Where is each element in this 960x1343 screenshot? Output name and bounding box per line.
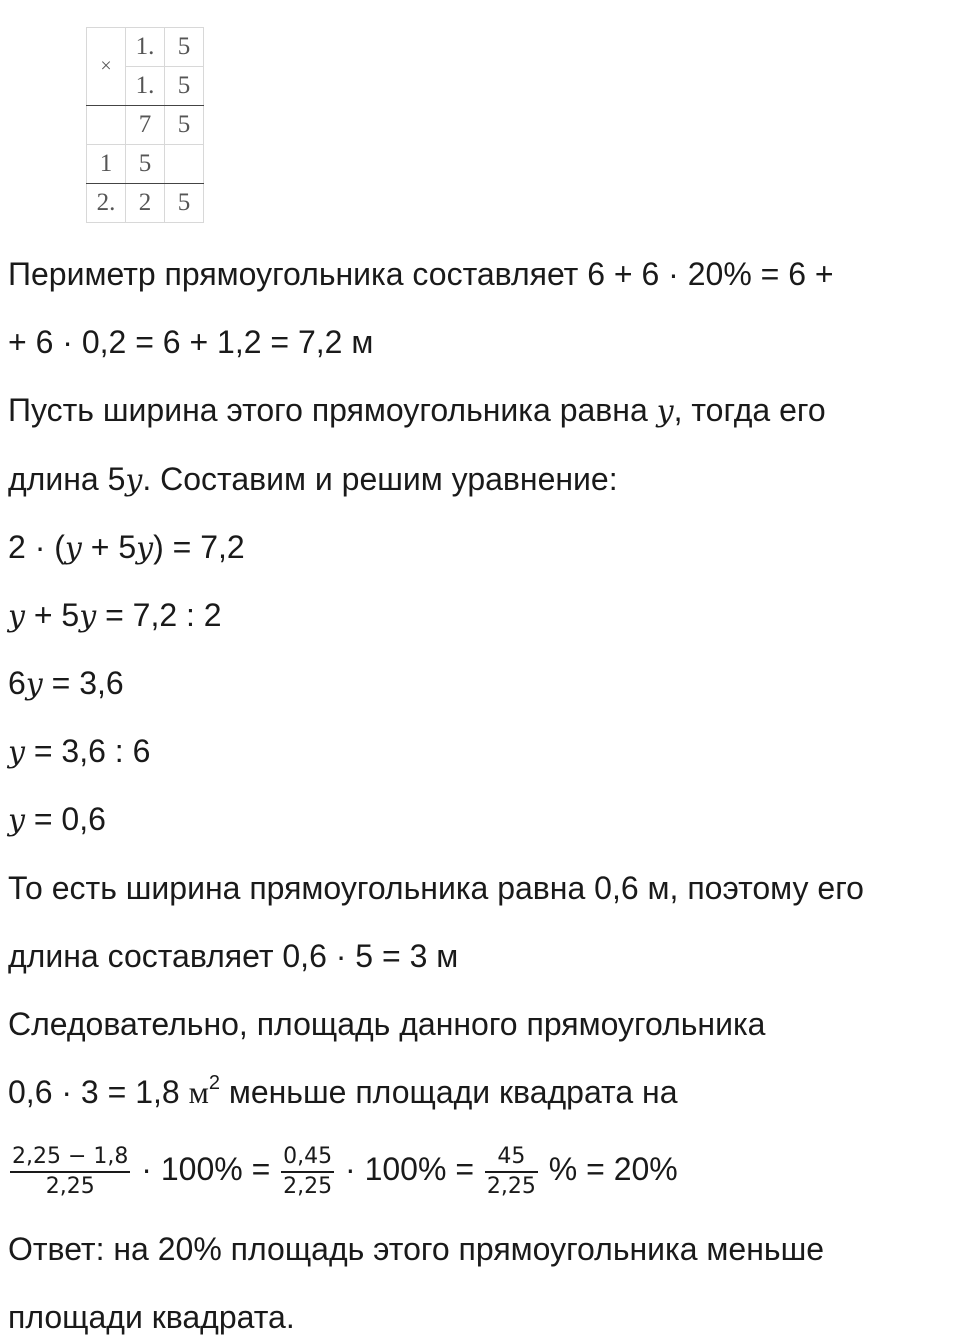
equation-2: y + 5y = 7,2 : 2 — [8, 597, 222, 634]
digit-cell — [165, 145, 204, 184]
fraction-2: $\frac{0,45}{2,25}$ — [283, 1143, 333, 1199]
fraction-1: $\frac{2,25 - 1,8}{2,25}$ — [12, 1143, 129, 1199]
var-y: y — [656, 394, 674, 429]
digit-cell — [87, 106, 126, 145]
answer-line-1: Ответ: на 20% площадь этого прямоугольника меньше — [8, 1231, 825, 1267]
multiplication-table — [86, 27, 204, 223]
perimeter-line-1: Периметр прямоугольника составляет 6 + 6 · 20% = 6 + — [8, 256, 834, 292]
equation-1: 2 · (y + 5y) = 7,2 — [8, 529, 245, 566]
length-result-line: длина составляет 0,6 · 5 = 3 м — [8, 938, 459, 974]
perimeter-line-2: + 6 · 0,2 = 6 + 1,2 = 7,2 м — [8, 324, 374, 360]
equation-3: 6y = 3,6 — [8, 665, 124, 702]
answer-line-2: площади квадрата. — [8, 1299, 295, 1335]
area-line-1: Следовательно, площадь данного прямоугольника — [8, 1006, 766, 1042]
digit-cell: 5 — [165, 184, 204, 223]
digit-cell: 5 — [165, 28, 204, 67]
digit-cell: 2. — [87, 184, 126, 223]
width-result-line: То есть ширина прямоугольника равна 0,6 м, поэтому его — [8, 870, 864, 906]
multiply-sign: × — [87, 28, 126, 106]
digit-cell: 2 — [126, 184, 165, 223]
digit-cell: 1 — [87, 145, 126, 184]
equation-4: y = 3,6 : 6 — [8, 733, 151, 770]
digit-cell: 1. — [126, 28, 165, 67]
digit-cell: 7 — [126, 106, 165, 145]
digit-cell: 5 — [165, 67, 204, 106]
area-line-2: 0,6 · 3 = 1,8 $м^2$ меньше площади квадрата на — [8, 1072, 678, 1110]
var-y: y — [125, 463, 143, 498]
length-line: длина 5y. Составим и решим уравнение: — [8, 461, 618, 498]
fraction-3: $\frac{45}{2,25}$ — [486, 1143, 536, 1199]
digit-cell: 5 — [165, 106, 204, 145]
digit-cell: 5 — [126, 145, 165, 184]
width-line: Пусть ширина этого прямоугольника равна y, тогда его — [8, 392, 826, 429]
equation-5: y = 0,6 — [8, 801, 106, 838]
percent-calculation: $\frac{2,25 - 1,8}{2,25}$ · 100% = $\frac{0,45}{2,25}$ · 100% = $\frac{45}{2,25}$ % = 20% — [12, 1143, 678, 1199]
digit-cell: 1. — [126, 67, 165, 106]
